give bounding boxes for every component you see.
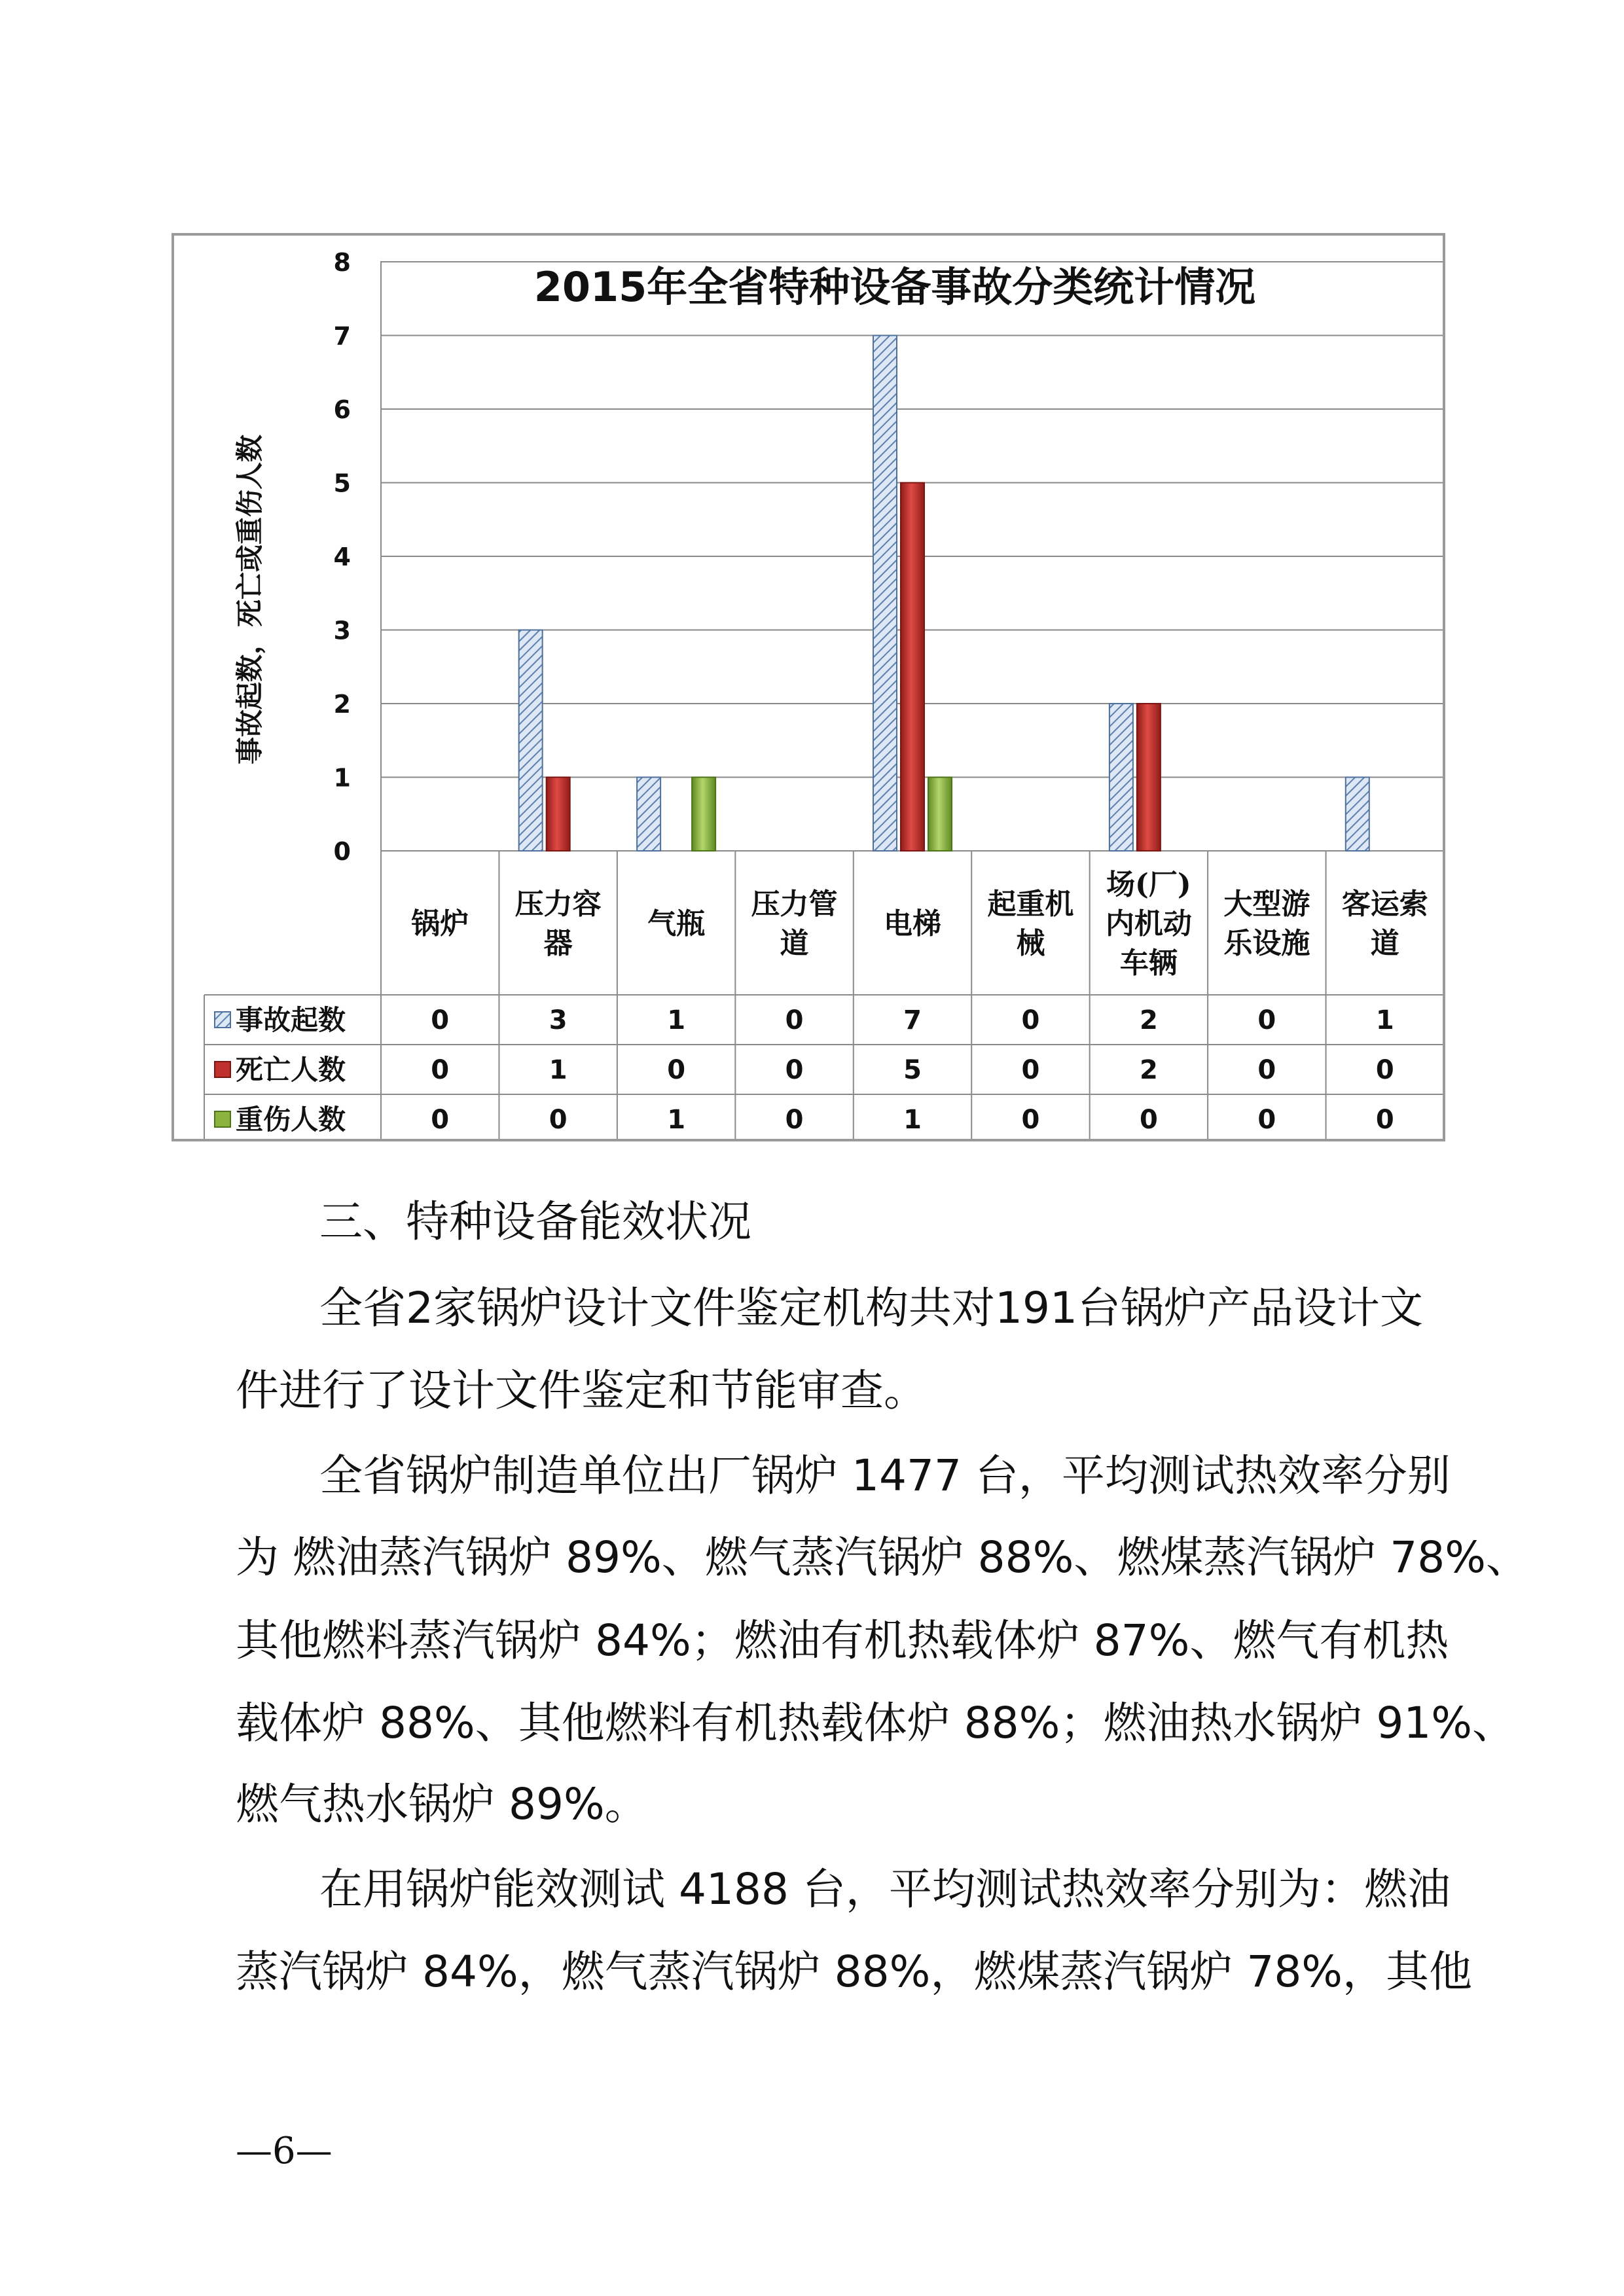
category-label: 压力容 — [514, 888, 602, 921]
paragraph-2-line-2: 为 燃油蒸汽锅炉 89%、燃气蒸汽锅炉 88%、燃煤蒸汽锅炉 78%、 — [236, 1532, 1530, 1583]
paragraph-1-line-2: 件进行了设计文件鉴定和节能审查。 — [236, 1365, 927, 1416]
chart-title: 2015年全省特种设备事故分类统计情况 — [533, 263, 1256, 311]
bar-chart — [174, 236, 1443, 1139]
y-tick-label: 4 — [333, 543, 351, 571]
bar-accidents — [519, 630, 543, 852]
data-table-value: 0 — [785, 1105, 804, 1135]
data-table — [204, 851, 1443, 1139]
legend-label: 重伤人数 — [236, 1103, 346, 1136]
data-table-value: 0 — [431, 1105, 450, 1135]
data-table-value: 1 — [549, 1055, 568, 1085]
category-label: 起重机 — [987, 888, 1074, 921]
category-label: 器 — [543, 927, 573, 960]
data-table-value: 0 — [1375, 1105, 1394, 1135]
section-heading: 三、特种设备能效状况 — [319, 1196, 751, 1247]
data-table-value: 2 — [1139, 1005, 1158, 1035]
y-tick-label: 0 — [333, 837, 351, 866]
data-table-value: 1 — [1375, 1005, 1394, 1035]
bars — [519, 336, 1369, 852]
category-label: 气瓶 — [647, 907, 706, 941]
data-table-value: 0 — [1257, 1055, 1276, 1085]
data-table-value: 0 — [1257, 1105, 1276, 1135]
legend-swatch — [215, 1062, 230, 1077]
data-table-value: 0 — [785, 1055, 804, 1085]
bar-deaths — [1137, 704, 1161, 851]
data-table-value: 3 — [549, 1005, 568, 1035]
bar-accidents — [1346, 778, 1369, 852]
data-table-value: 0 — [1021, 1105, 1040, 1135]
paragraph-2-line-3: 其他燃料蒸汽锅炉 84%；燃油有机热载体炉 87%、燃气有机热 — [236, 1615, 1449, 1666]
category-label: 械 — [1016, 927, 1045, 960]
category-label: 内机动 — [1105, 907, 1192, 941]
legend-swatch — [215, 1111, 230, 1127]
data-table-value: 0 — [549, 1105, 568, 1135]
paragraph-2-line-4: 载体炉 88%、其他燃料有机热载体炉 88%；燃油热水锅炉 91%、 — [236, 1698, 1516, 1748]
data-table-value: 0 — [1257, 1005, 1276, 1035]
y-tick-label: 2 — [333, 690, 351, 719]
paragraph-2-line-5: 燃气热水锅炉 89%。 — [236, 1779, 648, 1829]
bar-injuries — [928, 778, 952, 852]
page-number: —6— — [236, 2130, 333, 2172]
chart-frame — [171, 233, 1445, 1141]
y-tick-label: 6 — [333, 395, 351, 424]
category-label: 压力管 — [751, 888, 838, 921]
data-table-value: 1 — [667, 1105, 686, 1135]
y-tick-label: 5 — [333, 469, 351, 498]
y-tick-label: 8 — [333, 248, 351, 277]
data-table-value: 0 — [667, 1055, 686, 1085]
category-label: 客运索 — [1341, 888, 1428, 921]
legend-label: 死亡人数 — [236, 1054, 346, 1086]
paragraph-2-line-1: 全省锅炉制造单位出厂锅炉 1477 台，平均测试热效率分别 — [319, 1450, 1451, 1501]
data-table-value: 0 — [785, 1005, 804, 1035]
category-label: 乐设施 — [1223, 927, 1310, 960]
bar-deaths — [901, 483, 924, 852]
data-table-value: 1 — [667, 1005, 686, 1035]
paragraph-1-line-1: 全省2家锅炉设计文件鉴定机构共对191台锅炉产品设计文 — [319, 1283, 1423, 1333]
category-label: 大型游 — [1223, 888, 1310, 921]
y-tick-label: 1 — [333, 763, 351, 793]
category-label: 电梯 — [884, 907, 941, 941]
y-tick-labels — [334, 248, 351, 866]
data-table-value: 5 — [903, 1055, 922, 1085]
data-table-value: 7 — [903, 1005, 922, 1035]
data-table-value: 2 — [1139, 1055, 1158, 1085]
legend-swatch — [215, 1012, 230, 1028]
category-label: 锅炉 — [411, 907, 469, 941]
paragraph-3-line-2: 蒸汽锅炉 84%，燃气蒸汽锅炉 88%，燃煤蒸汽锅炉 78%，其他 — [236, 1946, 1473, 1997]
bar-injuries — [692, 778, 715, 852]
data-table-value: 0 — [431, 1005, 450, 1035]
bar-deaths — [547, 778, 570, 852]
bar-accidents — [1110, 704, 1133, 851]
y-axis-label: 事故起数，死亡或重伤人数 — [234, 434, 266, 765]
category-label: 车辆 — [1119, 946, 1178, 980]
paragraph-3-line-1: 在用锅炉能效测试 4188 台，平均测试热效率分别为：燃油 — [319, 1864, 1451, 1914]
bar-accidents — [637, 778, 660, 852]
category-label: 场(厂) — [1106, 868, 1191, 901]
bar-accidents — [873, 336, 897, 852]
y-tick-label: 7 — [333, 321, 351, 351]
data-table-value: 0 — [1021, 1005, 1040, 1035]
data-table-value: 0 — [1139, 1105, 1158, 1135]
data-table-value: 0 — [1021, 1055, 1040, 1085]
category-label: 道 — [1370, 927, 1399, 960]
y-tick-label: 3 — [333, 616, 351, 645]
data-table-value: 1 — [903, 1105, 922, 1135]
category-label: 道 — [780, 927, 809, 960]
legend-label: 事故起数 — [236, 1004, 346, 1036]
data-table-value: 0 — [1375, 1055, 1394, 1085]
data-table-value: 0 — [431, 1055, 450, 1085]
